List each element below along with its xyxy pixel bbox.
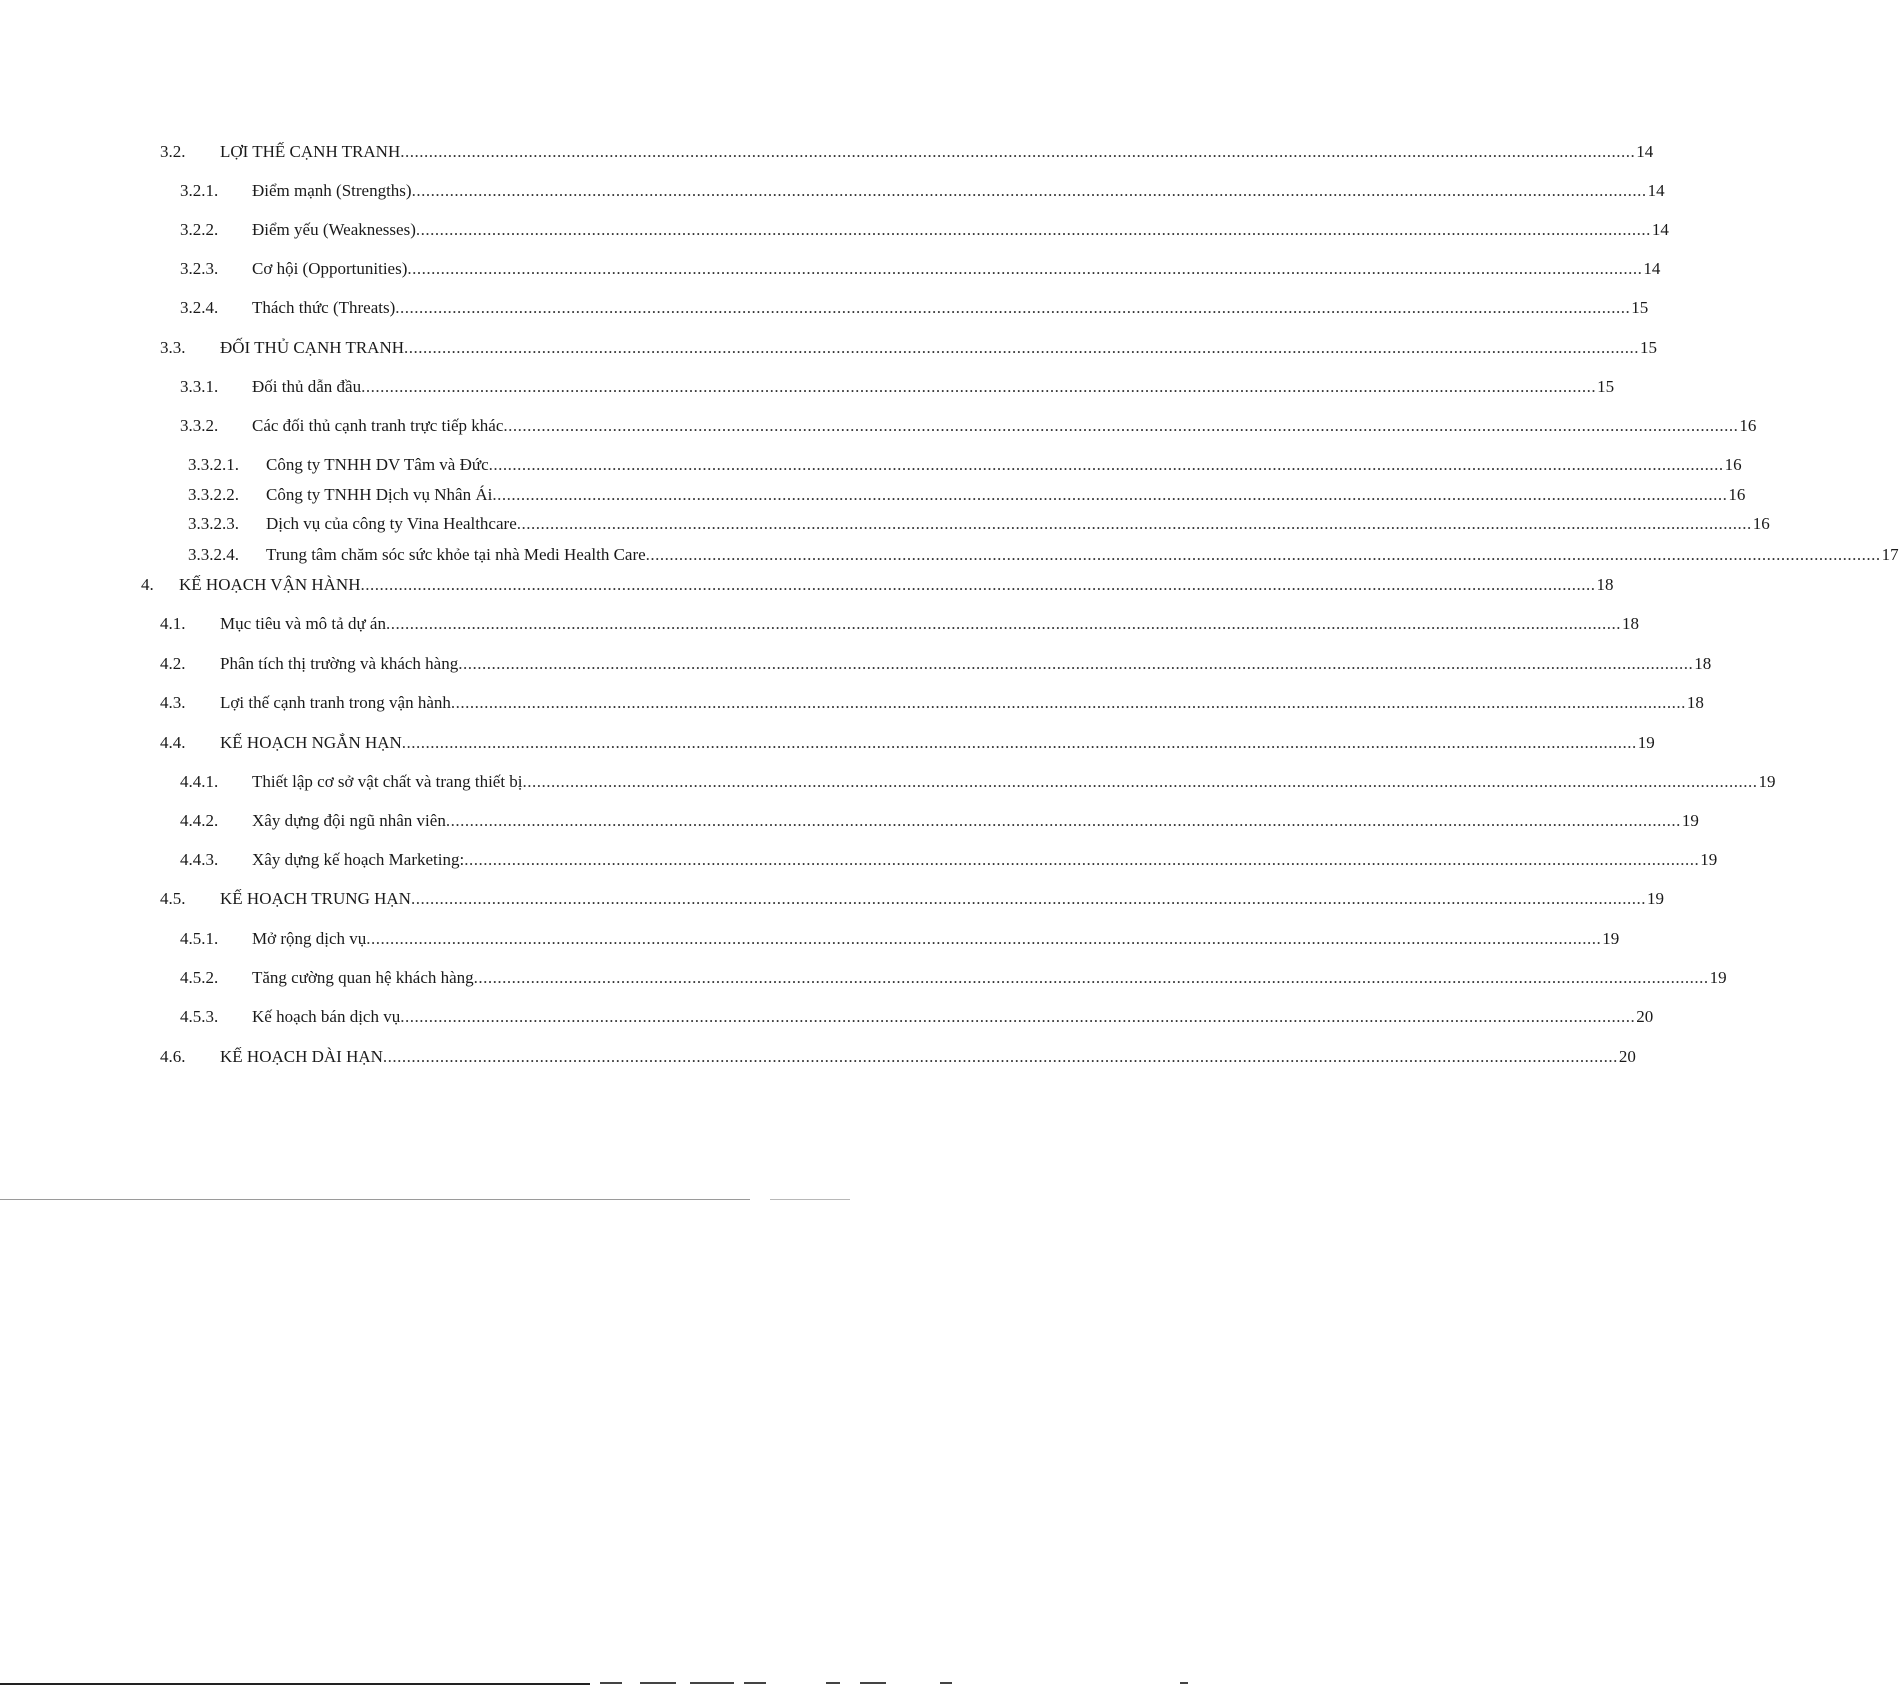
toc-entry-number: 4.4.1. bbox=[180, 772, 219, 791]
toc-entry-title: Trung tâm chăm sóc sức khỏe tại nhà Medi Health Care bbox=[266, 545, 646, 564]
footer-mark bbox=[826, 1682, 840, 1684]
toc-entry-page-number: 18 bbox=[1621, 614, 1639, 633]
toc-entry[interactable] bbox=[180, 416, 1757, 436]
toc-entry-page-number: 14 bbox=[1651, 220, 1669, 239]
footer-mark bbox=[600, 1682, 622, 1684]
toc-entry-number: 4.1. bbox=[160, 614, 186, 633]
toc-dot-leader: .................................................................................................................................................................................................................................................................... bbox=[366, 929, 1602, 948]
footer-mark bbox=[940, 1682, 952, 1684]
footer-mark bbox=[640, 1682, 676, 1684]
toc-entry-number: 4.6. bbox=[160, 1047, 186, 1066]
toc-dot-leader: .................................................................................................................................................................................................................................................................... bbox=[522, 772, 1758, 791]
toc-entry[interactable] bbox=[160, 889, 1664, 909]
toc-entry-page-number: 18 bbox=[1694, 654, 1712, 673]
toc-dot-leader: .................................................................................................................................................................................................................................................................... bbox=[410, 889, 1646, 908]
toc-entry-page-number: 15 bbox=[1631, 298, 1649, 317]
toc-dot-leader: .................................................................................................................................................................................................................................................................... bbox=[404, 338, 1640, 357]
toc-entry[interactable] bbox=[180, 220, 1669, 240]
toc-entry-title: Điểm mạnh (Strengths) bbox=[252, 181, 412, 200]
toc-entry-number: 4.5.1. bbox=[180, 929, 219, 948]
toc-entry[interactable] bbox=[160, 693, 1704, 713]
toc-entry-number: 3.3.2.4. bbox=[188, 545, 239, 564]
toc-entry[interactable] bbox=[160, 142, 1654, 162]
toc-entry-number: 3.2.1. bbox=[180, 181, 219, 200]
toc-entry-title: Công ty TNHH Dịch vụ Nhân Ái bbox=[266, 485, 493, 504]
toc-entry-number: 3.3.1. bbox=[180, 377, 219, 396]
toc-dot-leader: .................................................................................................................................................................................................................................................................... bbox=[395, 298, 1631, 317]
toc-dot-leader: .................................................................................................................................................................................................................................................................... bbox=[645, 545, 1881, 564]
toc-entry-page-number: 16 bbox=[1752, 514, 1770, 533]
toc-entry-page-number: 15 bbox=[1640, 338, 1658, 357]
toc-entry-page-number: 17 bbox=[1881, 545, 1899, 564]
toc-dot-leader: .................................................................................................................................................................................................................................................................... bbox=[450, 693, 1686, 712]
toc-entry[interactable] bbox=[141, 575, 1614, 595]
toc-entry-page-number: 19 bbox=[1637, 733, 1655, 752]
toc-entry-number: 4.4.3. bbox=[180, 850, 219, 869]
toc-entry-title: Đối thủ dẫn đầu bbox=[252, 377, 362, 396]
toc-entry-page-number: 18 bbox=[1686, 693, 1704, 712]
toc-entry[interactable] bbox=[180, 968, 1727, 988]
toc-entry-page-number: 19 bbox=[1681, 811, 1699, 830]
toc-entry-number: 3.3. bbox=[160, 338, 186, 357]
toc-entry-title: Xây dựng đội ngũ nhân viên bbox=[252, 811, 446, 830]
toc-entry-page-number: 19 bbox=[1709, 968, 1727, 987]
toc-entry-title: Điểm yếu (Weaknesses) bbox=[252, 220, 416, 239]
page-divider-mark bbox=[770, 1199, 850, 1200]
toc-entry-number: 4.4. bbox=[160, 733, 186, 752]
toc-entry-title: Mục tiêu và mô tả dự án bbox=[220, 614, 386, 633]
toc-entry[interactable] bbox=[180, 377, 1615, 397]
toc-entry[interactable] bbox=[180, 929, 1620, 949]
toc-entry-number: 3.3.2.3. bbox=[188, 514, 239, 533]
page-divider-line bbox=[0, 1199, 750, 1200]
toc-entry-page-number: 16 bbox=[1739, 416, 1757, 435]
toc-entry[interactable] bbox=[180, 298, 1649, 318]
toc-dot-leader: .................................................................................................................................................................................................................................................................... bbox=[464, 850, 1700, 869]
toc-entry-number: 4.5. bbox=[160, 889, 186, 908]
toc-entry-page-number: 16 bbox=[1724, 455, 1742, 474]
toc-entry-number: 4.5.2. bbox=[180, 968, 219, 987]
toc-dot-leader: .................................................................................................................................................................................................................................................................... bbox=[415, 220, 1651, 239]
toc-entry-title: Thách thức (Threats) bbox=[252, 298, 396, 317]
toc-entry-title: Cơ hội (Opportunities) bbox=[252, 259, 408, 278]
toc-entry-number: 3.3.2.2. bbox=[188, 485, 239, 504]
toc-dot-leader: .................................................................................................................................................................................................................................................................... bbox=[400, 1007, 1636, 1026]
toc-entry-title: Công ty TNHH DV Tâm và Đức bbox=[266, 455, 489, 474]
toc-dot-leader: .................................................................................................................................................................................................................................................................... bbox=[473, 968, 1709, 987]
toc-dot-leader: .................................................................................................................................................................................................................................................................... bbox=[458, 654, 1694, 673]
toc-entry-title: Xây dựng kế hoạch Marketing: bbox=[252, 850, 465, 869]
toc-entry-page-number: 18 bbox=[1596, 575, 1614, 594]
toc-entry-title: KẾ HOẠCH NGẮN HẠN bbox=[220, 733, 402, 752]
toc-entry-number: 3.3.2. bbox=[180, 416, 219, 435]
toc-entry-page-number: 19 bbox=[1602, 929, 1620, 948]
toc-entry-number: 3.2.4. bbox=[180, 298, 219, 317]
toc-dot-leader: .................................................................................................................................................................................................................................................................... bbox=[382, 1047, 1618, 1066]
toc-entry-title: KẾ HOẠCH TRUNG HẠN bbox=[220, 889, 411, 908]
toc-entry[interactable] bbox=[180, 259, 1661, 279]
toc-entry-number: 3.3.2.1. bbox=[188, 455, 239, 474]
toc-dot-leader: .................................................................................................................................................................................................................................................................... bbox=[445, 811, 1681, 830]
toc-entry-title: Kế hoạch bán dịch vụ bbox=[252, 1007, 401, 1026]
toc-entry-number: 4. bbox=[141, 575, 154, 594]
toc-entry-title: Tăng cường quan hệ khách hàng bbox=[252, 968, 474, 987]
toc-dot-leader: .................................................................................................................................................................................................................................................................... bbox=[488, 455, 1724, 474]
toc-entry-page-number: 19 bbox=[1758, 772, 1776, 791]
toc-entry-page-number: 19 bbox=[1646, 889, 1664, 908]
toc-entry[interactable] bbox=[180, 181, 1665, 201]
toc-dot-leader: .................................................................................................................................................................................................................................................................... bbox=[400, 142, 1636, 161]
toc-dot-leader: .................................................................................................................................................................................................................................................................... bbox=[385, 614, 1621, 633]
footer-mark bbox=[860, 1682, 886, 1684]
toc-entry[interactable] bbox=[188, 545, 1899, 565]
toc-entry[interactable] bbox=[188, 514, 1770, 534]
toc-entry-page-number: 15 bbox=[1597, 377, 1615, 396]
toc-entry-number: 4.2. bbox=[160, 654, 186, 673]
toc-entry-number: 4.3. bbox=[160, 693, 186, 712]
toc-entry[interactable] bbox=[160, 733, 1655, 753]
toc-entry-number: 4.5.3. bbox=[180, 1007, 219, 1026]
toc-entry[interactable] bbox=[160, 338, 1658, 358]
toc-entry[interactable] bbox=[160, 654, 1712, 674]
toc-dot-leader: .................................................................................................................................................................................................................................................................... bbox=[503, 416, 1739, 435]
toc-entry-page-number: 20 bbox=[1636, 1007, 1654, 1026]
toc-entry-page-number: 20 bbox=[1618, 1047, 1636, 1066]
toc-entry-title: Phân tích thị trường và khách hàng bbox=[220, 654, 459, 673]
toc-entry-page-number: 19 bbox=[1700, 850, 1718, 869]
toc-entry-number: 3.2.2. bbox=[180, 220, 219, 239]
toc-dot-leader: .................................................................................................................................................................................................................................................................... bbox=[411, 181, 1647, 200]
toc-entry-page-number: 14 bbox=[1647, 181, 1665, 200]
toc-dot-leader: .................................................................................................................................................................................................................................................................... bbox=[401, 733, 1637, 752]
toc-entry-title: LỢI THẾ CẠNH TRANH bbox=[220, 142, 401, 161]
toc-entry-page-number: 16 bbox=[1728, 485, 1746, 504]
toc-entry-number: 3.2. bbox=[160, 142, 186, 161]
toc-dot-leader: .................................................................................................................................................................................................................................................................... bbox=[360, 575, 1596, 594]
toc-entry-title: ĐỐI THỦ CẠNH TRANH bbox=[220, 338, 405, 357]
toc-entry[interactable] bbox=[180, 772, 1776, 792]
toc-dot-leader: .................................................................................................................................................................................................................................................................... bbox=[407, 259, 1643, 278]
toc-entry-title: Mở rộng dịch vụ bbox=[252, 929, 367, 948]
toc-entry-title: Thiết lập cơ sở vật chất và trang thiết bị bbox=[252, 772, 523, 791]
toc-entry-number: 3.2.3. bbox=[180, 259, 219, 278]
toc-dot-leader: .................................................................................................................................................................................................................................................................... bbox=[492, 485, 1728, 504]
toc-entry-title: Lợi thế cạnh tranh trong vận hành bbox=[220, 693, 451, 712]
toc-entry-title: KẾ HOẠCH VẬN HÀNH bbox=[179, 575, 361, 594]
toc-entry-title: KẾ HOẠCH DÀI HẠN bbox=[220, 1047, 383, 1066]
toc-entry-page-number: 14 bbox=[1636, 142, 1654, 161]
toc-entry-title: Các đối thủ cạnh tranh trực tiếp khác bbox=[252, 416, 504, 435]
toc-entry[interactable] bbox=[180, 811, 1699, 831]
toc-entry[interactable] bbox=[180, 1007, 1654, 1027]
toc-entry[interactable] bbox=[180, 850, 1718, 870]
toc-dot-leader: .................................................................................................................................................................................................................................................................... bbox=[361, 377, 1597, 396]
footer-mark bbox=[744, 1682, 766, 1684]
footer-mark bbox=[690, 1682, 734, 1684]
toc-entry-number: 4.4.2. bbox=[180, 811, 219, 830]
toc-entry-page-number: 14 bbox=[1643, 259, 1661, 278]
toc-entry[interactable] bbox=[188, 485, 1746, 505]
toc-entry[interactable] bbox=[188, 455, 1742, 475]
toc-entry[interactable] bbox=[160, 614, 1639, 634]
toc-dot-leader: .................................................................................................................................................................................................................................................................... bbox=[516, 514, 1752, 533]
footer-mark bbox=[1180, 1682, 1188, 1684]
toc-entry[interactable] bbox=[160, 1047, 1636, 1067]
toc-entry-title: Dịch vụ của công ty Vina Healthcare bbox=[266, 514, 517, 533]
